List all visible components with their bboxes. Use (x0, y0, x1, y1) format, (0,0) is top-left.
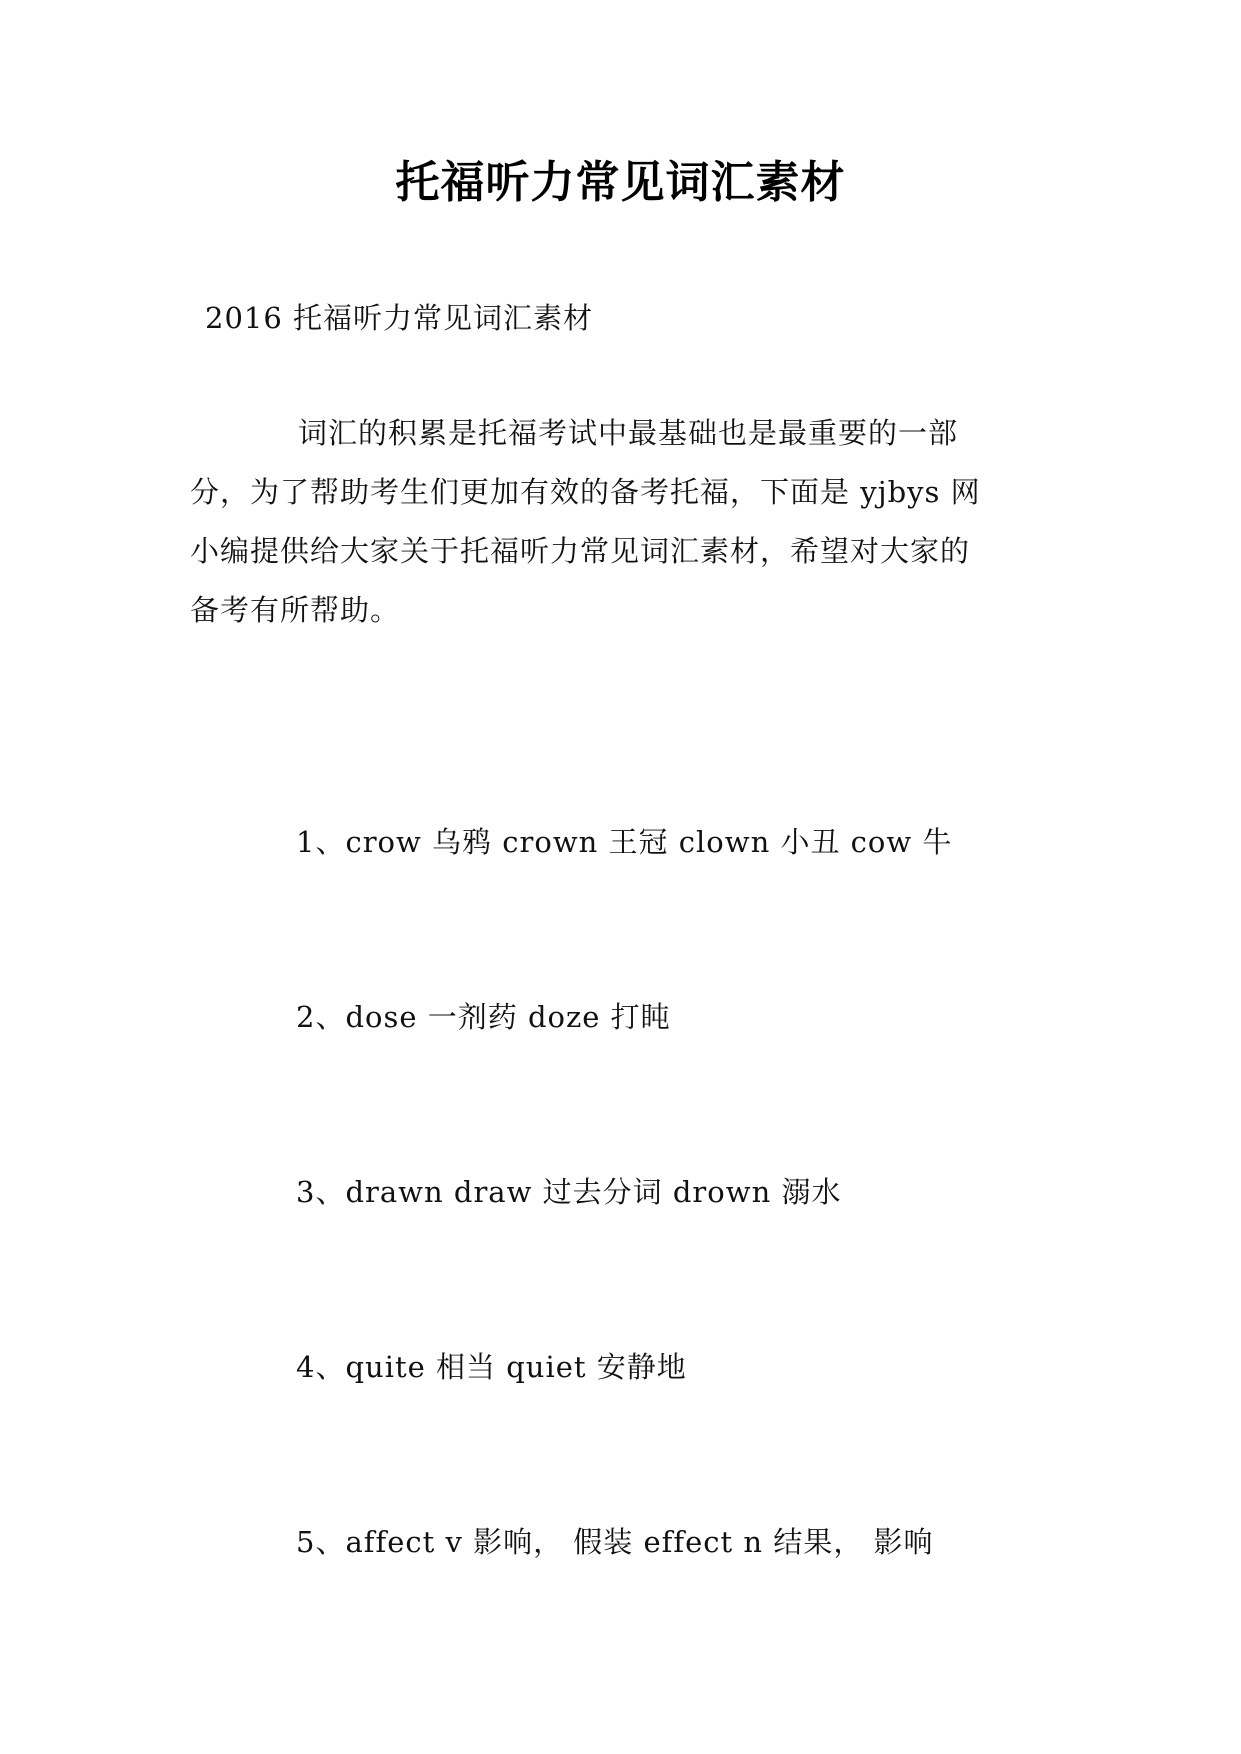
vocabulary-item: 1、crow 乌鸦 crown 王冠 clown 小丑 cow 牛 (296, 825, 953, 859)
intro-line: 备考有所帮助。 (190, 593, 401, 627)
vocabulary-item: 4、quite 相当 quiet 安静地 (296, 1350, 687, 1384)
intro-line: 词汇的积累是托福考试中最基础也是最重要的一部 (298, 416, 959, 450)
vocabulary-list (296, 820, 952, 1695)
intro-line: 小编提供给大家关于托福听力常见词汇素材，希望对大家的 (190, 534, 971, 568)
vocabulary-item: 5、affect v 影响， 假装 effect n 结果， 影响 (296, 1525, 934, 1559)
intro-paragraph (190, 404, 1058, 640)
intro-line: 分，为了帮助考生们更加有效的备考托福，下面是 yjbys 网 (190, 475, 981, 509)
document-title: 托福听力常见词汇素材 (395, 157, 846, 208)
vocabulary-item: 3、drawn draw 过去分词 drown 溺水 (296, 1175, 842, 1209)
vocabulary-item: 2、dose 一剂药 doze 打盹 (296, 1000, 671, 1034)
document-subtitle: 2016 托福听力常见词汇素材 (205, 301, 594, 335)
